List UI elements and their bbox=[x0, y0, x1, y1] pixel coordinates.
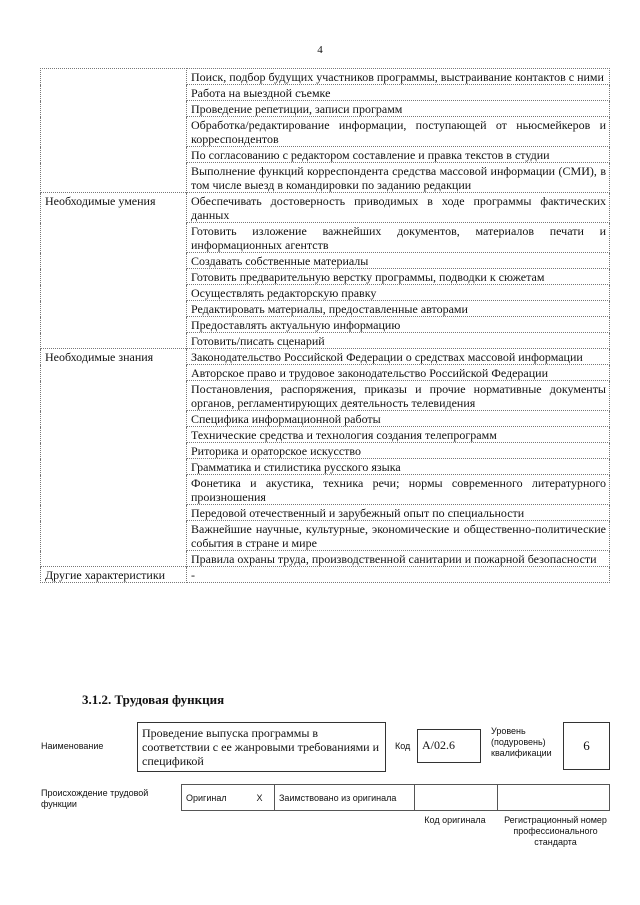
table-row bbox=[41, 521, 610, 551]
row-value: Редактировать материалы, предоставленные авторами bbox=[187, 301, 610, 317]
row-label bbox=[41, 333, 187, 349]
row-label bbox=[41, 427, 187, 443]
table-row bbox=[41, 333, 610, 349]
function-name-box: Проведение выпуска программы в соответствии с ее жанровыми требованиями и спецификой bbox=[137, 722, 386, 772]
table-row bbox=[41, 459, 610, 475]
row-label bbox=[41, 443, 187, 459]
row-value: Специфика информационной работы bbox=[187, 411, 610, 427]
table-row bbox=[41, 223, 610, 253]
origin-label: Происхождение трудовой функции bbox=[41, 788, 149, 809]
row-value: Готовить изложение важнейших документов, материалов печати и информационных агентств bbox=[187, 223, 610, 253]
table-row bbox=[41, 427, 610, 443]
row-value: Обработка/редактирование информации, поступающей от ньюсмейкеров и корреспондентов bbox=[187, 117, 610, 147]
table-row bbox=[41, 567, 610, 583]
reg-number-cell bbox=[498, 785, 610, 811]
row-label bbox=[41, 85, 187, 101]
row-label bbox=[41, 365, 187, 381]
row-value: Правила охраны труда, производственной санитарии и пожарной безопасности bbox=[187, 551, 610, 567]
code-label: Код bbox=[395, 741, 411, 751]
row-label bbox=[41, 459, 187, 475]
row-value: Осуществлять редакторскую правку bbox=[187, 285, 610, 301]
section-title: 3.1.2. Трудовая функция bbox=[82, 692, 225, 707]
table-row bbox=[41, 101, 610, 117]
row-value: Риторика и ораторское искусство bbox=[187, 443, 610, 459]
row-value: Фонетика и акустика, техника речи; нормы современного литературного произношения bbox=[187, 475, 610, 505]
row-value: Постановления, распоряжения, приказы и прочие нормативные документы органов, регламентирующих деятельность телевидения bbox=[187, 381, 610, 411]
level-box: 6 bbox=[563, 722, 610, 770]
row-value: Проведение репетиции, записи программ bbox=[187, 101, 610, 117]
level-label: Уровень (подуровень) квалификации bbox=[491, 726, 552, 758]
table-row bbox=[41, 253, 610, 269]
row-value: По согласованию с редактором составление и правка текстов в студии bbox=[187, 147, 610, 163]
table-row bbox=[41, 349, 610, 365]
row-label bbox=[41, 521, 187, 551]
row-label bbox=[41, 411, 187, 427]
table-row bbox=[41, 365, 610, 381]
table-row bbox=[41, 147, 610, 163]
origin-original: Оригинал bbox=[182, 785, 246, 811]
row-value: Готовить/писать сценарий bbox=[187, 333, 610, 349]
row-value: Обеспечивать достоверность приводимых в ходе программы фактических данных bbox=[187, 193, 610, 223]
row-label bbox=[41, 475, 187, 505]
row-value: Передовой отечественный и зарубежный опыт по специальности bbox=[187, 505, 610, 521]
row-value: Готовить предварительную верстку программы, подводки к сюжетам bbox=[187, 269, 610, 285]
table-row bbox=[41, 193, 610, 223]
row-label bbox=[41, 223, 187, 253]
row-label bbox=[41, 117, 187, 147]
row-value: Авторское право и трудовое законодательство Российской Федерации bbox=[187, 365, 610, 381]
row-label bbox=[41, 253, 187, 269]
skills-knowledge-table bbox=[40, 68, 610, 583]
table-row bbox=[41, 85, 610, 101]
origin-table bbox=[181, 784, 610, 811]
row-label bbox=[41, 285, 187, 301]
row-value: Работа на выездной съемке bbox=[187, 85, 610, 101]
row-label: Другие характеристики bbox=[41, 567, 187, 583]
row-value: Поиск, подбор будущих участников программы, выстраивание контактов с ними bbox=[187, 69, 610, 85]
row-value: Выполнение функций корреспондента средства массовой информации (СМИ), в том числе выезд в командировки по заданию редакции bbox=[187, 163, 610, 193]
table-row bbox=[41, 551, 610, 567]
row-label bbox=[41, 301, 187, 317]
table-row bbox=[41, 381, 610, 411]
row-label bbox=[41, 317, 187, 333]
code-box: А/02.6 bbox=[417, 729, 481, 763]
reg-number-caption: Регистрационный номер профессионального стандарта bbox=[504, 815, 607, 847]
table-row bbox=[41, 117, 610, 147]
row-label bbox=[41, 147, 187, 163]
origin-mark: X bbox=[245, 785, 275, 811]
table-row bbox=[41, 505, 610, 521]
row-value: Законодательство Российской Федерации о средствах массовой информации bbox=[187, 349, 610, 365]
origin-borrowed: Заимствовано из оригинала bbox=[275, 785, 415, 811]
table-row bbox=[41, 475, 610, 505]
table-body bbox=[41, 69, 610, 583]
row-label bbox=[41, 381, 187, 411]
row-label bbox=[41, 505, 187, 521]
row-value: Создавать собственные материалы bbox=[187, 253, 610, 269]
row-label bbox=[41, 269, 187, 285]
table-row bbox=[41, 301, 610, 317]
row-value: Важнейшие научные, культурные, экономические и общественно-политические события в стране и мире bbox=[187, 521, 610, 551]
origin-code-caption: Код оригинала bbox=[424, 815, 486, 825]
row-label bbox=[41, 163, 187, 193]
row-label: Необходимые знания bbox=[41, 349, 187, 365]
table-row bbox=[41, 69, 610, 85]
table-row bbox=[41, 163, 610, 193]
name-label: Наименование bbox=[41, 741, 104, 751]
table-row bbox=[41, 317, 610, 333]
row-value: Грамматика и стилистика русского языка bbox=[187, 459, 610, 475]
row-label bbox=[41, 101, 187, 117]
table-row bbox=[41, 411, 610, 427]
table-row bbox=[41, 269, 610, 285]
row-label bbox=[41, 69, 187, 85]
row-label: Необходимые умения bbox=[41, 193, 187, 223]
table-row bbox=[41, 285, 610, 301]
row-value: - bbox=[187, 567, 610, 583]
row-label bbox=[41, 551, 187, 567]
row-value: Технические средства и технология создания телепрограмм bbox=[187, 427, 610, 443]
page-number: 4 bbox=[317, 44, 323, 56]
row-value: Предоставлять актуальную информацию bbox=[187, 317, 610, 333]
origin-code-cell bbox=[415, 785, 498, 811]
table-row bbox=[41, 443, 610, 459]
